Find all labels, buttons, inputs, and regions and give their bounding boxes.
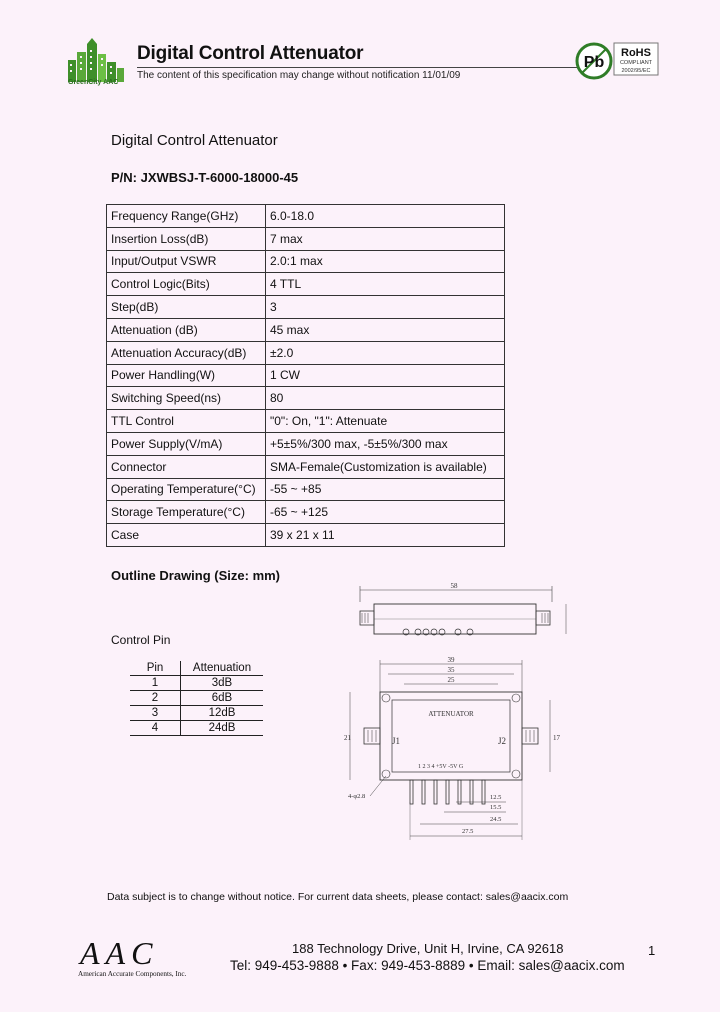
svg-text:21: 21 — [344, 734, 351, 742]
pin-number: 1 — [130, 676, 181, 691]
spec-key: TTL Control — [107, 410, 266, 433]
outline-drawing-top — [340, 578, 580, 648]
spec-row — [107, 341, 505, 364]
aac-brand: AAC — [80, 935, 159, 971]
spec-key: Step(dB) — [107, 296, 266, 319]
spec-value: SMA-Female(Customization is available) — [266, 455, 505, 478]
svg-text:58: 58 — [450, 582, 458, 590]
page-number: 1 — [648, 943, 656, 958]
pin-number: 2 — [130, 691, 181, 706]
spec-row — [107, 318, 505, 341]
spec-key: Case — [107, 524, 266, 547]
spec-value: -55 ~ +85 — [266, 478, 505, 501]
spec-key: Operating Temperature(°C) — [107, 478, 266, 501]
spec-value: 45 max — [266, 318, 505, 341]
spec-key: Attenuation Accuracy(dB) — [107, 341, 266, 364]
spec-row — [107, 296, 505, 319]
spec-key: Connector — [107, 455, 266, 478]
pin-row — [130, 676, 263, 691]
pin-header: Pin — [130, 661, 181, 676]
document-title: Digital Control Attenuator — [111, 132, 278, 149]
spec-key: Power Handling(W) — [107, 364, 266, 387]
spec-row — [107, 205, 505, 228]
svg-text:12.5: 12.5 — [490, 794, 502, 801]
spec-value: +5±5%/300 max, -5±5%/300 max — [266, 432, 505, 455]
spec-value: -65 ~ +125 — [266, 501, 505, 524]
spec-value: "0": On, "1": Attenuate — [266, 410, 505, 433]
spec-key: Insertion Loss(dB) — [107, 227, 266, 250]
svg-text:35: 35 — [447, 666, 455, 674]
pin-attenuation: 24dB — [181, 721, 264, 736]
svg-text:27.5: 27.5 — [462, 828, 474, 835]
svg-text:4-φ2.8: 4-φ2.8 — [348, 793, 366, 800]
rohs-compliant: COMPLIANT — [619, 60, 653, 66]
spec-row — [107, 455, 505, 478]
control-pin-label: Control Pin — [111, 633, 171, 647]
spec-row — [107, 410, 505, 433]
rohs-label: RoHS — [621, 47, 651, 59]
pin-row — [130, 706, 263, 721]
pin-number: 4 — [130, 721, 181, 736]
footer-contact: Tel: 949-453-9888 • Fax: 949-453-8889 • Email: sales@aacix.com — [230, 958, 625, 973]
spec-row — [107, 478, 505, 501]
spec-value: 4 TTL — [266, 273, 505, 296]
spec-key: Power Supply(V/mA) — [107, 432, 266, 455]
attenuation-header: Attenuation — [181, 661, 264, 676]
pin-attenuation: 3dB — [181, 676, 264, 691]
spec-row — [107, 364, 505, 387]
drawing-label: ATTENUATOR — [428, 710, 474, 718]
spec-key: Input/Output VSWR — [107, 250, 266, 273]
spec-key: Switching Speed(ns) — [107, 387, 266, 410]
spec-key: Attenuation (dB) — [107, 318, 266, 341]
pin-row — [130, 691, 263, 706]
pb-symbol: Pb — [583, 54, 605, 71]
rohs-directive: 2002/95/EC — [621, 68, 651, 74]
spec-value: 6.0-18.0 — [266, 205, 505, 228]
svg-text:25: 25 — [447, 676, 455, 684]
outline-title: Outline Drawing (Size: mm) — [111, 568, 281, 583]
svg-text:15.5: 15.5 — [490, 804, 502, 811]
spec-row — [107, 387, 505, 410]
spec-row — [107, 501, 505, 524]
svg-text:17: 17 — [553, 734, 560, 742]
spec-value: ±2.0 — [266, 341, 505, 364]
aac-company-name: American Accurate Components, Inc. — [78, 970, 187, 978]
spec-value: 3 — [266, 296, 505, 319]
pin-attenuation: 6dB — [181, 691, 264, 706]
spec-table — [106, 204, 505, 547]
spec-row — [107, 273, 505, 296]
spec-value: 7 max — [266, 227, 505, 250]
svg-text:39: 39 — [447, 656, 455, 664]
spec-key: Storage Temperature(°C) — [107, 501, 266, 524]
footer-disclaimer: Data subject is to change without notice. For current data sheets, please contact: sales@aacix.com — [107, 891, 569, 903]
spec-row — [107, 250, 505, 273]
spec-value: 80 — [266, 387, 505, 410]
header-title: Digital Control Attenuator — [137, 43, 364, 64]
logo-caption: GreenCity AAC — [68, 79, 119, 86]
spec-value: 2.0:1 max — [266, 250, 505, 273]
svg-text:1 2 3 4 +5V -5V G: 1 2 3 4 +5V -5V G — [418, 764, 464, 770]
spec-value: 39 x 21 x 11 — [266, 524, 505, 547]
spec-key: Frequency Range(GHz) — [107, 205, 266, 228]
rohs-badge — [574, 40, 660, 82]
spec-key: Control Logic(Bits) — [107, 273, 266, 296]
footer-address: 188 Technology Drive, Unit H, Irvine, CA 92618 — [292, 941, 564, 956]
svg-text:24.5: 24.5 — [490, 816, 502, 823]
pin-attenuation: 12dB — [181, 706, 264, 721]
spec-row — [107, 524, 505, 547]
outline-drawing-main — [330, 652, 570, 852]
svg-text:J2: J2 — [498, 736, 507, 746]
header-divider — [137, 67, 577, 68]
spec-value: 1 CW — [266, 364, 505, 387]
spec-row — [107, 432, 505, 455]
pin-table — [130, 661, 263, 736]
part-number: P/N: JXWBSJ-T-6000-18000-45 — [111, 170, 299, 185]
aac-logo — [76, 934, 216, 980]
spec-row — [107, 227, 505, 250]
pin-row — [130, 721, 263, 736]
svg-text:J1: J1 — [392, 736, 401, 746]
header-note: The content of this specification may change without notification 11/01/09 — [137, 70, 461, 81]
pin-number: 3 — [130, 706, 181, 721]
